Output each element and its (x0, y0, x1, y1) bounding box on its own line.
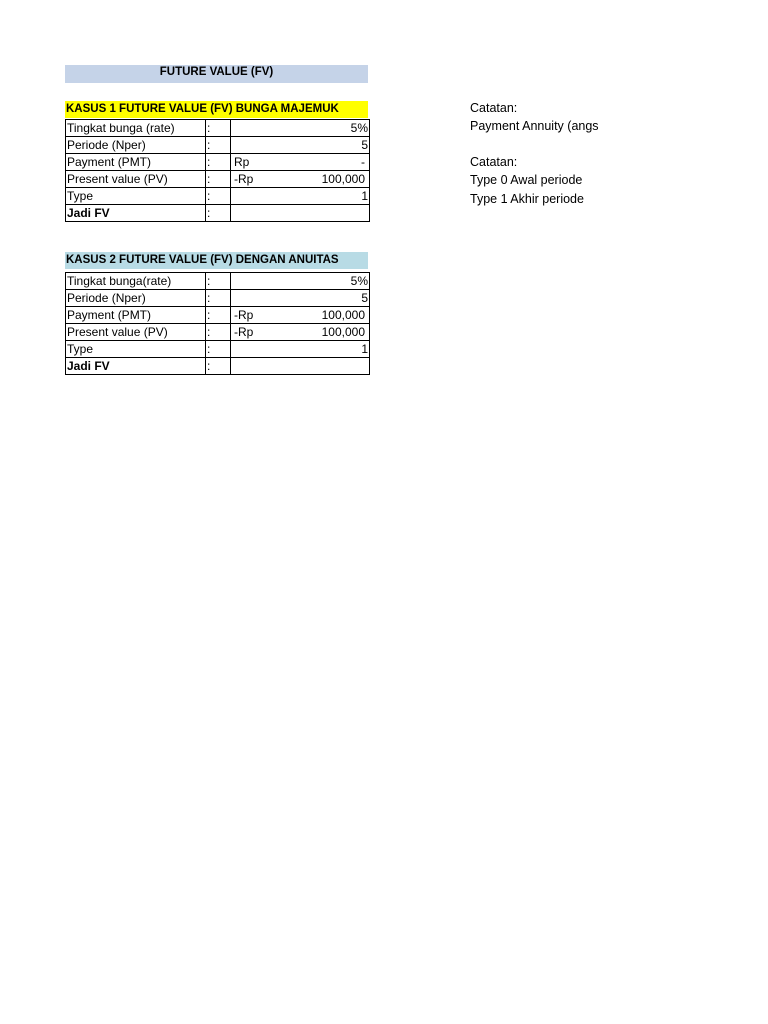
note-type1: Type 1 Akhir periode (470, 192, 584, 206)
table-row (66, 205, 370, 222)
row-separator[interactable]: : (206, 120, 231, 137)
row-separator[interactable]: : (206, 154, 231, 171)
table-row (66, 358, 370, 375)
note1-text: Payment Annuity (angs (470, 119, 599, 133)
value-text: 5% (350, 121, 368, 135)
value-text: 5 (361, 291, 368, 305)
row-label[interactable]: Present value (PV) (66, 171, 206, 188)
row-value-cell[interactable] (231, 324, 370, 341)
row-value-cell[interactable] (231, 290, 370, 307)
row-value-cell[interactable] (231, 137, 370, 154)
currency-label: -Rp (234, 172, 254, 186)
table-row (66, 120, 370, 137)
value-text: 100,000 (321, 325, 365, 339)
value-text: 100,000 (321, 308, 365, 322)
row-separator[interactable]: : (206, 290, 231, 307)
row-value-cell[interactable] (231, 307, 370, 324)
row-label[interactable]: Payment (PMT) (66, 154, 206, 171)
row-value-cell[interactable] (231, 171, 370, 188)
value-text: 1 (361, 342, 368, 356)
row-value-cell[interactable] (231, 341, 370, 358)
currency-label: -Rp (234, 325, 254, 339)
row-label[interactable]: Periode (Nper) (66, 290, 206, 307)
row-separator[interactable]: : (206, 358, 231, 375)
currency-label: -Rp (234, 308, 254, 322)
table-row (66, 171, 370, 188)
row-label[interactable]: Payment (PMT) (66, 307, 206, 324)
note1-heading: Catatan: (470, 101, 518, 115)
case2-title: KASUS 2 FUTURE VALUE (FV) DENGAN ANUITAS (65, 252, 368, 269)
case1-table (65, 119, 370, 222)
row-separator[interactable]: : (206, 171, 231, 188)
result-value-cell[interactable] (231, 358, 370, 375)
row-label[interactable]: Type (66, 188, 206, 205)
value-text: 5 (361, 138, 368, 152)
table-row (66, 290, 370, 307)
row-separator[interactable]: : (206, 307, 231, 324)
row-label-result[interactable]: Jadi FV (66, 358, 206, 375)
row-separator[interactable]: : (206, 188, 231, 205)
value-text: - (361, 155, 365, 169)
case2-table (65, 272, 370, 375)
row-value-cell[interactable] (231, 120, 370, 137)
row-label-result[interactable]: Jadi FV (66, 205, 206, 222)
table-row (66, 188, 370, 205)
row-label[interactable]: Type (66, 341, 206, 358)
row-label[interactable]: Present value (PV) (66, 324, 206, 341)
row-label[interactable]: Periode (Nper) (66, 137, 206, 154)
table-row (66, 341, 370, 358)
table-row (66, 154, 370, 171)
note-type0: Type 0 Awal periode (470, 173, 583, 187)
table-row (66, 324, 370, 341)
value-text: 1 (361, 189, 368, 203)
row-separator[interactable]: : (206, 205, 231, 222)
row-separator[interactable]: : (206, 324, 231, 341)
currency-label: Rp (234, 155, 250, 169)
value-text: 100,000 (321, 172, 365, 186)
row-value-cell[interactable] (231, 273, 370, 290)
note2-heading: Catatan: (470, 155, 518, 169)
table-row (66, 307, 370, 324)
row-separator[interactable]: : (206, 137, 231, 154)
row-separator[interactable]: : (206, 273, 231, 290)
row-value-cell[interactable] (231, 188, 370, 205)
table-row (66, 273, 370, 290)
row-label[interactable]: Tingkat bunga(rate) (66, 273, 206, 290)
table-row (66, 137, 370, 154)
sheet-title: FUTURE VALUE (FV) (65, 65, 368, 83)
row-value-cell[interactable] (231, 154, 370, 171)
value-text: 5% (350, 274, 368, 288)
row-label[interactable]: Tingkat bunga (rate) (66, 120, 206, 137)
row-separator[interactable]: : (206, 341, 231, 358)
result-value-cell[interactable] (231, 205, 370, 222)
case1-title: KASUS 1 FUTURE VALUE (FV) BUNGA MAJEMUK (65, 101, 368, 118)
